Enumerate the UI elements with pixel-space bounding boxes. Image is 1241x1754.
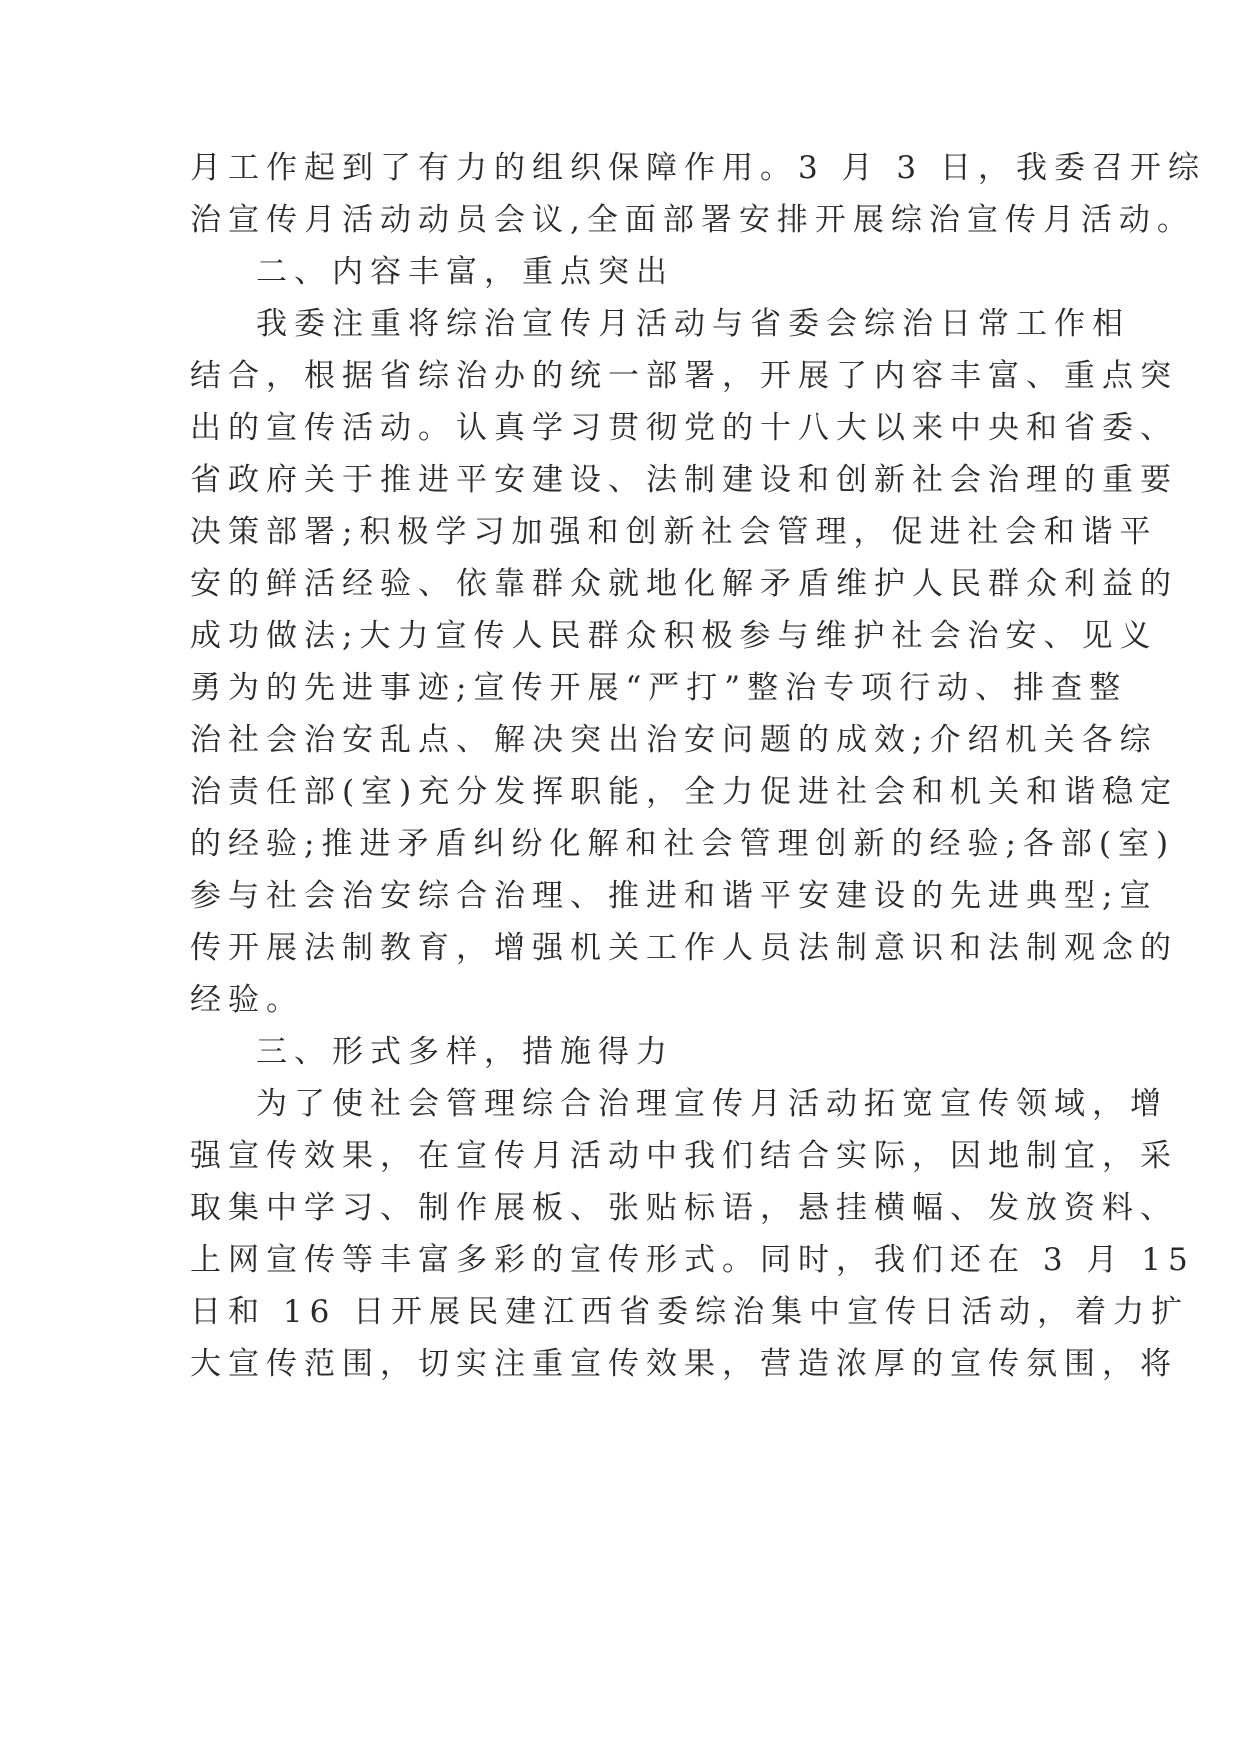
- body-line: 取集中学习、制作展板、张贴标语，悬挂横幅、发放资料、: [190, 1190, 1178, 1226]
- body-line: 大宣传范围，切实注重宣传效果，营造浓厚的宣传氛围，将: [190, 1346, 1178, 1382]
- body-line: 参与社会治安综合治理、推进和谐平安建设的先进典型;宣: [190, 878, 1158, 914]
- body-line: 决策部署;积极学习加强和创新社会管理，促进社会和谐平: [190, 514, 1158, 550]
- body-line: 上网宣传等丰富多彩的宣传形式。同时，我们还在 3 月 15: [190, 1242, 1195, 1278]
- body-line: 出的宣传活动。认真学习贯彻党的十八大以来中央和省委、: [190, 410, 1178, 446]
- body-line: 结合，根据省综治办的统一部署，开展了内容丰富、重点突: [190, 358, 1178, 394]
- body-line: 治社会治安乱点、解决突出治安问题的成效;介绍机关各综: [190, 722, 1158, 758]
- body-line: 经验。: [190, 982, 304, 1018]
- body-line: 为了使社会管理综合治理宣传月活动拓宽宣传领域，增: [256, 1086, 1168, 1122]
- body-line: 我委注重将综治宣传月活动与省委会综治日常工作相: [256, 306, 1130, 342]
- body-line: 安的鲜活经验、依靠群众就地化解矛盾维护人民群众利益的: [190, 566, 1178, 602]
- body-line: 月工作起到了有力的组织保障作用。3 月 3 日，我委召开综: [190, 150, 1207, 186]
- body-line: 成功做法;大力宣传人民群众积极参与维护社会治安、见义: [190, 618, 1158, 654]
- body-line: 日和 16 日开展民建江西省委综治集中宣传日活动，着力扩: [190, 1294, 1190, 1330]
- body-line: 强宣传效果，在宣传月活动中我们结合实际，因地制宜，采: [190, 1138, 1178, 1174]
- body-line: 的经验;推进矛盾纠纷化解和社会管理创新的经验;各部(室): [190, 826, 1176, 862]
- section-heading: 三、形式多样，措施得力: [256, 1034, 674, 1070]
- body-line: 治宣传月活动动员会议,全面部署安排开展综治宣传月活动。: [190, 202, 1195, 238]
- body-line: 省政府关于推进平安建设、法制建设和创新社会治理的重要: [190, 462, 1178, 498]
- body-line: 传开展法制教育，增强机关工作人员法制意识和法制观念的: [190, 930, 1178, 966]
- body-line: 治责任部(室)充分发挥职能，全力促进社会和机关和谐稳定: [190, 774, 1179, 810]
- body-line: 勇为的先进事迹;宣传开展“严打”整治专项行动、排查整: [190, 670, 1128, 706]
- section-heading: 二、内容丰富，重点突出: [256, 254, 674, 290]
